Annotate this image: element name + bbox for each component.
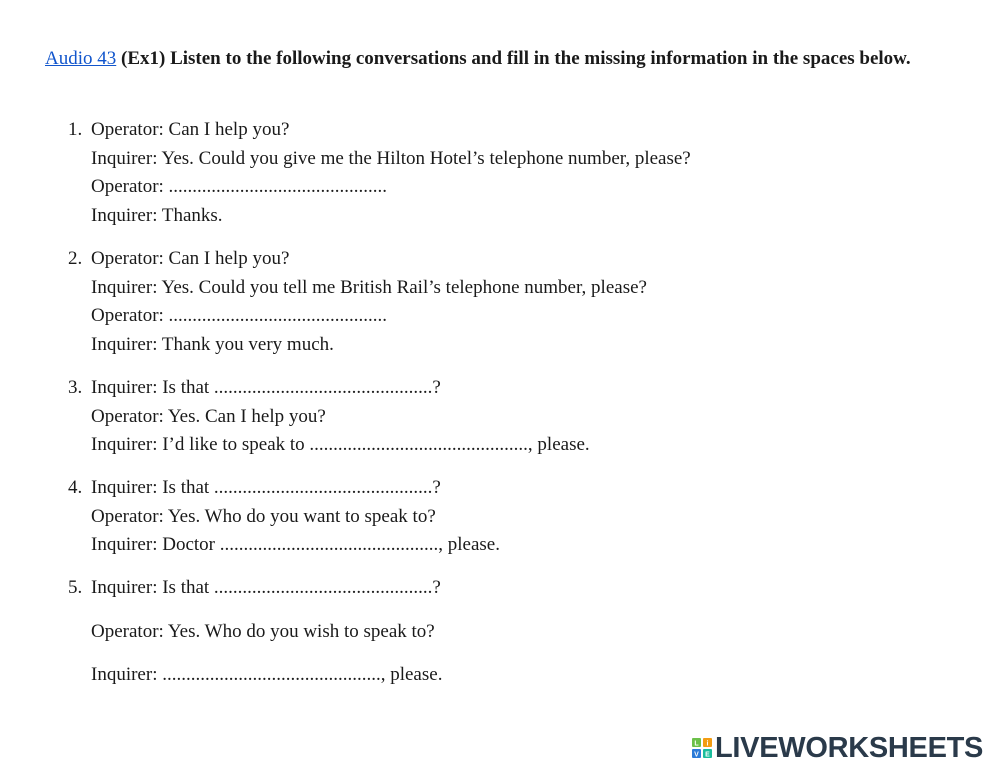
dialogue-line: Operator: Yes. Who do you want to speak to?	[91, 505, 436, 527]
exercise-number: 4.	[68, 477, 83, 498]
dialogue-line-blank[interactable]: Operator: ..............................................	[91, 305, 388, 326]
svg-text:E: E	[705, 751, 710, 759]
dialogue-line-blank[interactable]: Inquirer: .............................................., please.	[91, 664, 443, 685]
svg-text:V: V	[694, 751, 699, 759]
svg-text:L: L	[694, 740, 699, 748]
dialogue-line-blank[interactable]: Inquirer: Doctor .............................................., please.	[91, 534, 500, 555]
dialogue-line: Operator: Can I help you?	[91, 119, 290, 140]
dialogue-line: Inquirer: Thanks.	[91, 204, 223, 226]
instructions-header	[45, 45, 925, 73]
exercise-number: 2.	[68, 248, 83, 269]
dialogue-line: Inquirer: Yes. Could you give me the Hilton Hotel’s telephone number, please?	[91, 147, 691, 169]
dialogue-line-blank[interactable]: Operator: ..............................................	[91, 176, 388, 197]
liveworksheets-logo	[692, 733, 983, 763]
exercise-5	[68, 574, 928, 705]
exercise-2	[68, 245, 928, 359]
exercise-1	[68, 116, 928, 230]
logo-wordmark: LIVEWORKSHEETS	[715, 732, 984, 764]
dialogue-line: Operator: Yes. Can I help you?	[91, 405, 326, 427]
dialogue-line: Inquirer: Yes. Could you tell me British Rail’s telephone number, please?	[91, 276, 647, 298]
exercise-number: 1.	[68, 119, 83, 140]
liveworksheets-logo-icon	[692, 736, 712, 760]
dialogue-line-blank[interactable]: Inquirer: I’d like to speak to .............................................., please.	[91, 434, 590, 455]
dialogue-line-blank[interactable]: Inquirer: Is that ..............................................?	[91, 477, 441, 498]
exercise-4	[68, 474, 928, 560]
exercise-3	[68, 374, 928, 460]
dialogue-line: Operator: Can I help you?	[91, 248, 290, 269]
dialogue-line: Inquirer: Thank you very much.	[91, 333, 334, 355]
instructions-text: (Ex1) Listen to the following conversations and fill in the missing information in the spaces below.	[116, 48, 911, 69]
dialogue-line-blank[interactable]: Inquirer: Is that ..............................................?	[91, 377, 441, 398]
dialogue-line: Operator: Yes. Who do you wish to speak to?	[91, 620, 435, 642]
svg-text:i: i	[706, 740, 709, 748]
dialogue-line-blank[interactable]: Inquirer: Is that ..............................................?	[91, 577, 441, 598]
audio-link[interactable]: Audio 43	[45, 48, 117, 69]
exercise-number: 3.	[68, 377, 83, 398]
exercise-number: 5.	[68, 577, 83, 598]
